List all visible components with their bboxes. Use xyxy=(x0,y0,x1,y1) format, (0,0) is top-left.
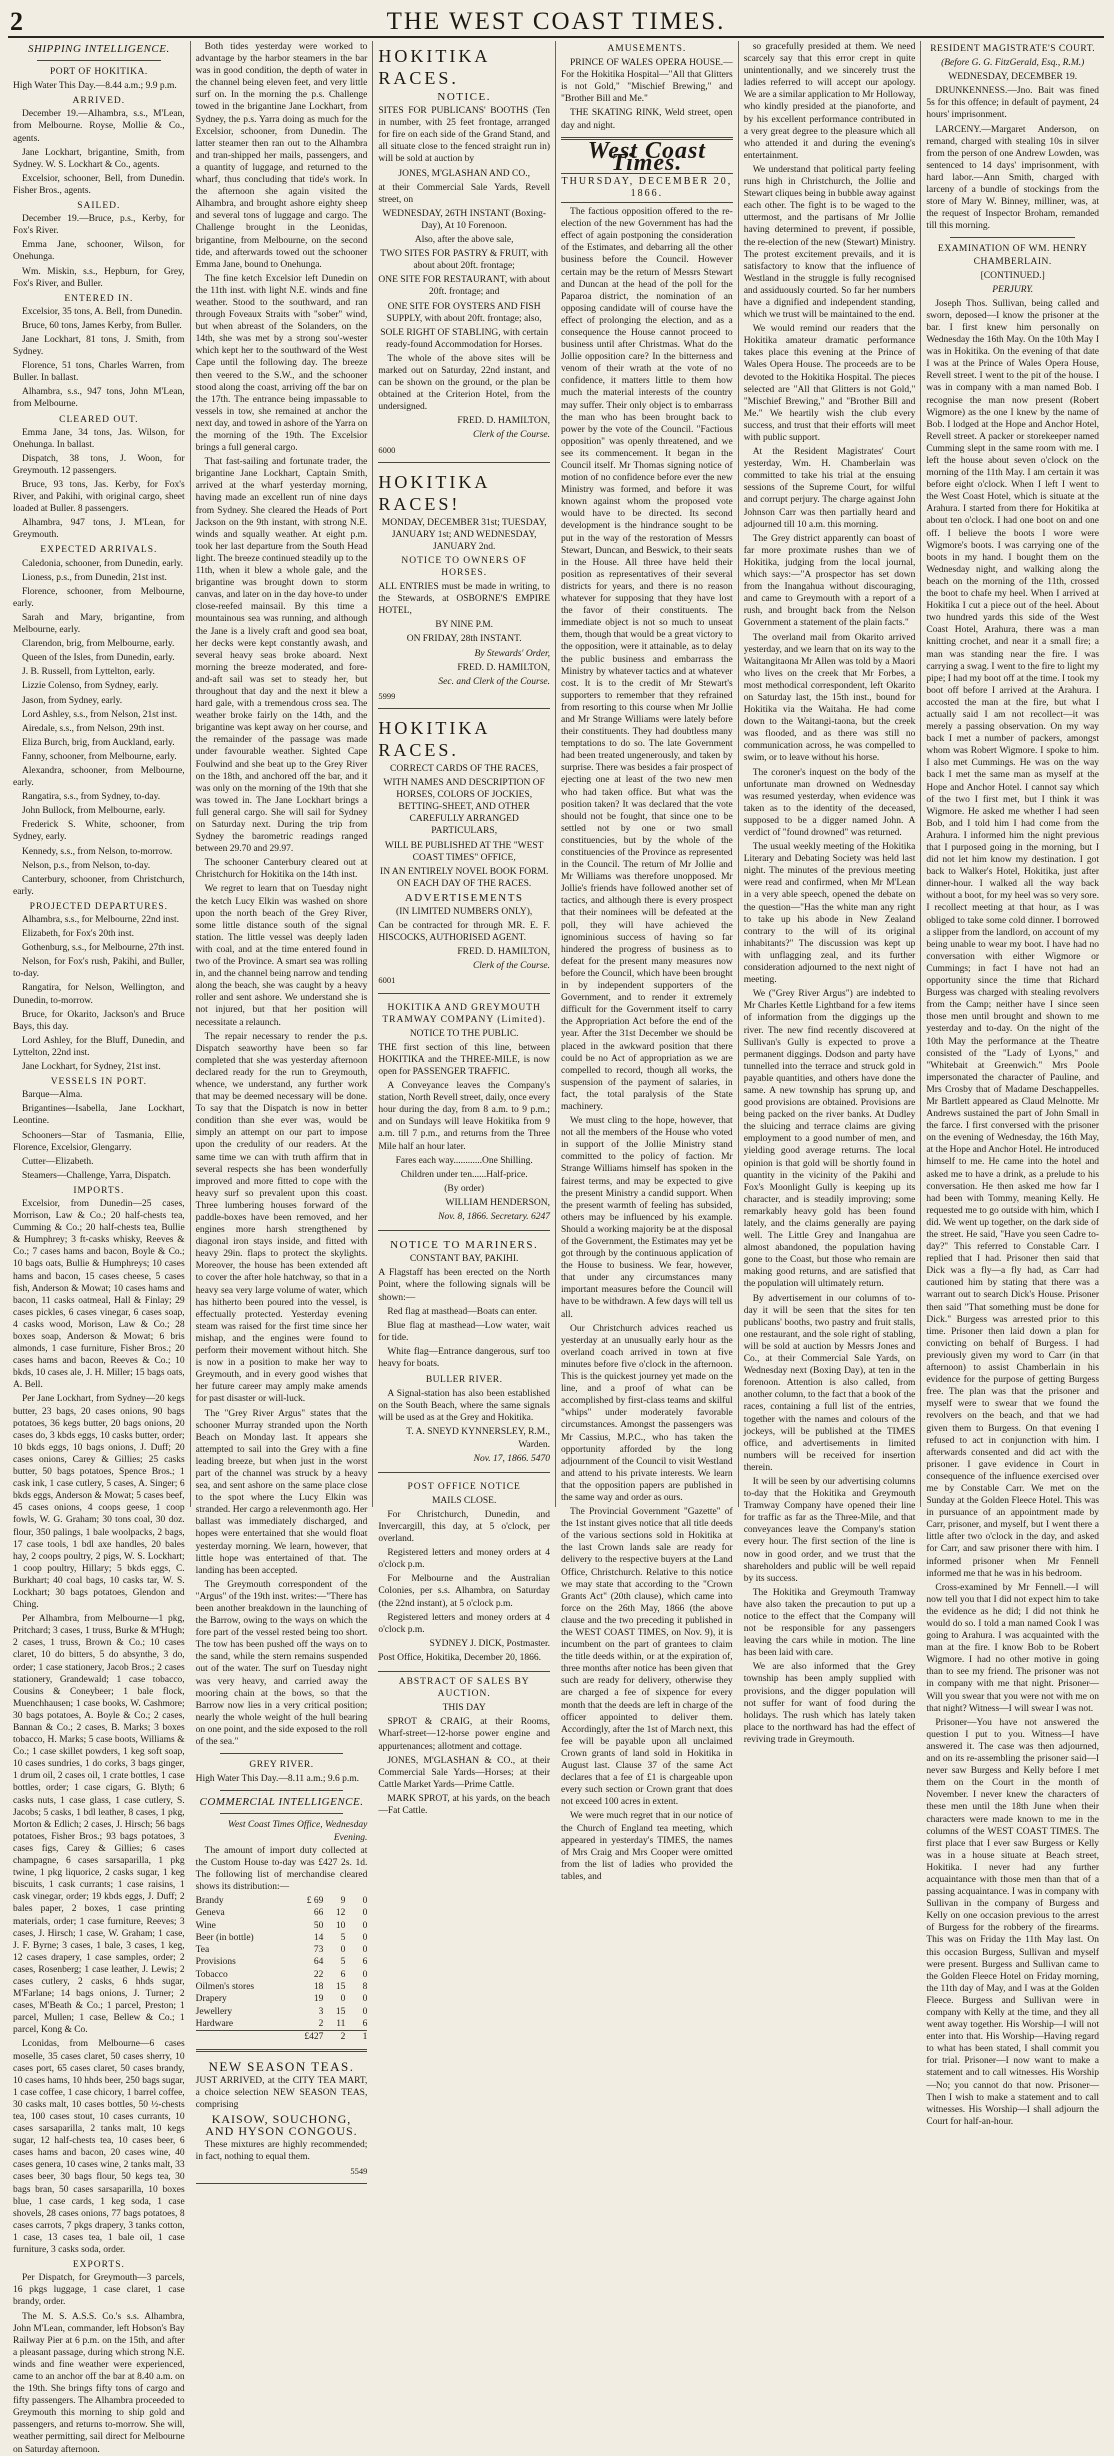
projected-heading: PROJECTED DEPARTURES. xyxy=(29,901,168,912)
amusements-heading: AMUSEMENTS. xyxy=(607,44,687,54)
shipping-news-paragraph-item: The Greymouth correspondent of the "Argus" of the 19th inst. writes:—"There has been another breakdown in the launching of the Barrow, owing to the ways on which the fore part of the vessel rested being too short. The tow has been pushed off the ways on to the sand, while the stern remains suspended out of the water. The surf on Tuesday night was very heavy, and carried away the mooring chain at the bows, so that the Barrow now lies in a very critical position; nearly the whole weight of the hull bearing on one point, and the side exposed to the roll of the sea." xyxy=(195,1579,368,1748)
abstract-body-item: MARK SPROT, at his yards, on the beach—Fat Cattle. xyxy=(378,1793,551,1816)
expected-list-item: J. B. Russell, from Lyttelton, early. xyxy=(22,667,155,678)
duty-row xyxy=(196,2018,368,2031)
abstract-sub: THIS DAY xyxy=(442,1703,486,1714)
entered-list-item: Bruce, 60 tons, James Kerby, from Buller. xyxy=(22,320,182,331)
column-editorial xyxy=(556,41,739,1882)
duty-item: Beer (in bottle) xyxy=(195,1932,254,1943)
expected-list-item: Lizzie Colenso, from Sydney, early. xyxy=(22,681,159,692)
post-date: Post Office, Hokitika, December 20, 1866. xyxy=(378,1652,541,1663)
duty-row xyxy=(196,1920,368,1932)
tram-sign-role: Nov. 8, 1866. Secretary. 6247 xyxy=(438,1212,551,1223)
local-news-paragraph-item: By advertisement in our columns of to-day it will be seen that the sites for ten publicans' booths, two pastry and fruit stalls, one restaurant, and the sole right of stabling, will be sold at auction by Messrs Jones and Co., at their Commercial Sale Yards, on Wednesday next (Boxing Day), at ten in the forenoon. Attention is also called, from another column, to the fact that a book of the races, containing a full list of the entries, together with the names and colours of the jockeys, will be published at the TIMES office, and advertisements in limited numbers will be received for insertion therein. xyxy=(743,1293,916,1473)
amusements-body-item: PRINCE OF WALES OPERA HOUSE.—For the Hokitika Hospital—"All that Glitters is not Gold," "Mischief Brewing," and "Brother Bill and Me." xyxy=(561,58,733,105)
post-body-item: Registered letters and money orders at 4 o'clock p.m. xyxy=(378,1548,551,1571)
cleared-heading: CLEARED OUT. xyxy=(59,414,139,425)
owners-order: By Stewards' Order, xyxy=(474,648,551,659)
court-date: WEDNESDAY, DECEMBER 19. xyxy=(948,72,1078,83)
expected-list-item: Airedale, s.s., from Nelson, 29th inst. xyxy=(22,723,165,734)
sailed-list-item: December 19.—Bruce, p.s., Kerby, for Fox's River. xyxy=(13,214,185,237)
races-title: HOKITIKA RACES. xyxy=(378,46,491,88)
post-sub: MAILS CLOSE. xyxy=(431,1495,497,1506)
duty-d: 0 xyxy=(362,1969,368,1980)
sign1-role: Clerk of the Course. xyxy=(472,430,551,441)
masthead: West Coast Times. xyxy=(587,137,706,176)
expected-heading: EXPECTED ARRIVALS. xyxy=(40,545,158,556)
duty-item: Tobacco xyxy=(195,1969,228,1980)
tea-advert xyxy=(196,2057,368,2185)
mariners-signal-item: White flag—Entrance dangerous, surf too heavy for boats. xyxy=(378,1346,551,1369)
duty-row xyxy=(196,2006,368,2018)
sites-list-item: ONE SITE FOR OYSTERS AND FISH SUPPLY, with about 20ft. frontage; also, xyxy=(386,301,542,324)
exam-paragraph-item: Prisoner—You have not answered the question I put to you. Witness—I have answered it. The case was then adjourned, and on its re-assembling the prisoner said—I never saw Burgess and Kelly before I met them on the Court in the month of November. I never knew the characters of these men until the 18th June when their characters were made known to me in the columns of the WEST COAST TIMES. The first place that I ever saw Burgess or Kelly was in a house situate at Beach street, Hokitika. I never had any further acquaintance with those men than that of a passing acquaintance. I was in company with Sullivan in the company of Burgess and Kelly on one occasion previous to the arrest of Burgess for the robbery of the firearms. This was on Friday the 11th May last. On this occasion Burgess, Sullivan and myself were present. Burgess and Sullivan came to the Golden Fleece Hotel on Friday morning, the 11th day of May, and I was at the Golden Fleece. Burgess and Sullivan were in company with Kelly at the time, and they all went away together. His Worship—I will not enter into that. His Worship—Having regard to what has been stated, I shall commit you for trial. Prisoner—I now want to make a statement and to call witnesses. His Worship—No; you cannot do that now. Prisoner—Then I wish to make a statement and to call witnesses. His Worship—I shall adjourn the Court for half-an-hour. xyxy=(926,1717,1100,2127)
projected-list-item: Jane Lockhart, for Sydney, 21st inst. xyxy=(22,1062,161,1073)
column-shipping-news xyxy=(191,41,374,2177)
also-line: Also, after the above sale, xyxy=(414,235,514,246)
duty-item: Provisions xyxy=(195,1957,236,1968)
abstract-body-item: JONES, M'GLASHAN & CO., at their Commercial Sale Yards—Horses; at their Cattle Market Yards—Prime Cattle. xyxy=(378,1755,551,1790)
duty-d: 6 xyxy=(362,1957,368,1968)
entered-list-item: Alhambra, s.s., 947 tons, John M'Lean, from Melbourne. xyxy=(13,387,185,410)
vessels-list-item: Brigantines—Isabella, Jane Lockhart, Leontine. xyxy=(13,1104,185,1127)
cards-body: WITH NAMES AND DESCRIPTION OF HORSES, COLORS OF JOCKIES, BETTING-SHEET, AND OTHER CAREFULLY ARRANGED PARTICULARS, xyxy=(383,778,545,837)
tram-notice: NOTICE TO THE PUBLIC. xyxy=(409,1028,519,1039)
projected-list-item: Rangatira, for Nelson, Wellington, and Dunedin, to-morrow. xyxy=(13,983,185,1006)
projected-list-item: Elizabeth, for Fox's 20th inst. xyxy=(22,929,135,940)
duty-row xyxy=(196,1993,368,2005)
mariners-advert xyxy=(378,1235,550,1473)
sign1: FRED. D. HAMILTON, xyxy=(457,416,551,427)
tea-code: 5549 xyxy=(350,2166,368,2177)
commercial-intro: The amount of import duty collected at the Custom House to-day was £427 2s. 1d. The following list of merchandise cleared shows its distribution:— xyxy=(195,1845,368,1892)
duty-s: 9 xyxy=(340,1895,346,1906)
sailed-list-item: Wm. Miskin, s.s., Hepburn, for Grey, Fox's River, and Buller. xyxy=(13,266,185,289)
races-entries-advert xyxy=(378,467,550,709)
editorial-paragraphs xyxy=(561,206,733,1883)
expected-list-item: Lord Ashley, s.s., from Nelson, 21st inst. xyxy=(22,709,178,720)
amusements-body xyxy=(561,57,733,132)
shipping-news-paragraph-item: The repair necessary to render the p.s. Dispatch seaworthy have been so far completed that she was yesterday afternoon declared ready for the run to Greymouth, whence, we understand, any further work that may be deemed necessary will be done. To say that the Dispatch is now in better condition than she ever was, would be simply an attempt on our part to impose upon the credulity of our readers. At the same time we can with truth affirm that in several respects she has been wonderfully improved and more fitted to cope with the heavy surf so prevalent upon this coast. Three lumbering houses forward of the paddle-boxes have been removed, and her engines more harsh strengthened by diagonal iron stays inside, and fitted with heavy 29in. flaps to protect the skylights. Moreover, the house has been extended aft to cover the after hole hatchway, so that in a heavy sea very large volume of water, which has hitherto been poured into the vessel, is effectually protected. Yesterday evening steam was raised for the first time since her mishap, and the engines were found to perform their movement without hitch. She is now in a position to make her way to Greymouth, and in every good wishes that her future career may amply make amends for past disaster or will-luck. xyxy=(195,1031,368,1405)
shipping-news-paragraph-item: We regret to learn that on Tuesday night the ketch Lucy Elkin was washed on shore upon the north beach of the Grey River, some little distance south of the signal station. The little vessel was deeply laden with coal, and at the time entered found in two of the Province. A smart sea was rolling in, and the channel being narrow and tending along the beach, she was caught by a heavy roller and sent ashore. We understand she is not injured, but that her position will necessitate a relaunch. xyxy=(195,884,368,1028)
duty-s: 15 xyxy=(335,1982,346,1993)
imports-heading: IMPORTS. xyxy=(73,1185,125,1196)
duty-item: Hardware xyxy=(195,2018,234,2029)
duty-row xyxy=(196,1981,368,1993)
exports-list-item: Per Dispatch, for Greymouth—3 parcels, 16 pkgs luggage, 1 case claret, 1 case brandy, order. xyxy=(13,2273,185,2308)
duty-d: 8 xyxy=(362,1982,368,1993)
editorial-paragraph-item: The factious opposition offered to the re-election of the new Government has had the effect of again postponing the consideration of the Estimates, and debarring all the other business before the Council. However certain may be the return of Messrs Stewart and Duncan at the head of the poll for the Paparoa district, the nomination of an opposing candidate will of course have the effect of prolonging the election, and as a consequence the House cannot proceed to business until after Christmas. What do the Jollie opposition care? In the bitterness and venom of their wrath at the vote of no confidence, it matters little to them how much the material interests of the country may suffer. Their only object is to embarrass the man who has been brought back to power by the vote of the Council. "Factious opposition" was openly threatened, and we see its commencement. It began in the Council itself. Mr Thomas signing notice of motion of no confidence before ever the new Ministry was formed, and before it was known against whom the proposed vote would have to be directed. Its second development is the hindrance sought to be put in the way of the restoration of Messrs Stewart, Duncan, and Beswick, to their seats in the House. All three have held their position as representatives of their several districts for years, and there is no reason whatever for supposing that they have lost the favor of their constituents. The immediate object is not so much to unseat them, though that would be a great victory to the opposition, were it attainable, as to delay the public business and embarrass the Ministry by whatever tactics and at whatever cost. It is to the credit of Mr Stewart's supporters to remember that they refrained from resorting to this course when Mr Jollie and Mr Strange Williams were lately before their constituents. They had doubtless many temptations to do so. The late Government had been treated ungenerously, and taken by surprise. There was besides a fair prospect of ejecting one at least of the two new men who had taken office. But what was the position taken? It was declared that the vote should not be fought, that since one to be settled not by one or two small constituencies, but by the whole of the constituencies of the Province as represented in the Council. The return of Mr Jollie and Mr Williams was therefore unopposed. Mr Jollie's friends have followed another set of tactics, and although there is every prospect that their nominees will be defeated at the poll, they will have achieved the ignominious success of having so far hindered the progress of business as to defeat for the present many measures now before the Council, which have been brought in by independent supporters of the Government, and to render it extremely difficult for the Government itself to carry the Appropriation Act before the end of the year. After the 31st December we should be placed in the awkward position that there could be no Act of appropriation as we are compelled to record, though all works, the suspension of the payment of salaries, in fact, the total paralysis of the State machinery. xyxy=(561,207,733,1112)
exam-paragraphs xyxy=(926,298,1099,2128)
owners-heading: NOTICE TO OWNERS OF HORSES. xyxy=(401,555,527,578)
tea-close: These mixtures are highly recommended; in fact, nothing to equal them. xyxy=(195,2140,368,2163)
court-paragraph-item: LARCENY.—Margaret Anderson, on remand, charged with stealing 10s in silver from the person of one Andrew Lowden, was sentenced to 14 days' imprisonment, with hard labor.—Ann Smith, charged with larceny of a bundle of stockings from the store of Mary W. Binney, milliner, was, at the request of Inspector Broham, remanded till this morning. xyxy=(926,124,1100,232)
court-paragraphs xyxy=(926,85,1099,232)
code3: 6001 xyxy=(378,975,396,986)
duty-item: Brandy xyxy=(195,1895,224,1906)
mariners-body: A Flagstaff has been erected on the North Point, where the following signals will be shown:— xyxy=(378,1268,551,1303)
duty-item: Drapery xyxy=(195,1994,227,2005)
grey-river-tide: High Water This Day.—8.11 a.m.; 9.6 p.m. xyxy=(195,1774,360,1785)
entered-list-item: Jane Lockhart, 81 tons, J. Smith, from Sydney. xyxy=(13,334,185,358)
sailed-list xyxy=(13,213,185,290)
expected-list xyxy=(13,558,185,898)
local-news-paragraph-item: We understand that political party feeling runs high in Christchurch, the Jollie and Stewart cliques being in bubble away against each other. The fight is to be waged to the uttermost, and the partisans of Mr Jollie having determined to prevent, if possible, the re-election of the new (Stewart) Ministry. The protest excitement prevails, and it is satisfactory to know that the influence of Westland in the struggle is fully recognised and assiduously courted. So far her numbers have a dignified and independent standing, which we trust will be maintained to the end. xyxy=(743,164,916,321)
sailed-heading: SAILED. xyxy=(77,201,121,212)
newspaper-title: THE WEST COAST TIMES. xyxy=(386,8,726,35)
buller-heading: BULLER RIVER. xyxy=(425,1375,503,1386)
duty-s: 5 xyxy=(340,1932,346,1943)
projected-list-item: Bruce, for Okarito, Jackson's and Bruce Bays, this day. xyxy=(13,1009,185,1032)
post-body xyxy=(378,1509,550,1636)
sign3-role: Clerk of the Course. xyxy=(472,961,551,972)
cards-publish: WILL BE PUBLISHED AT THE "WEST COAST TIMES" OFFICE, xyxy=(384,840,544,863)
expected-list-item: Canterbury, schooner, from Christchurch, early. xyxy=(13,874,185,897)
mariners-signals xyxy=(378,1306,550,1370)
duty-row xyxy=(196,1932,368,1944)
sign2: FRED. D. HAMILTON, xyxy=(457,662,551,673)
projected-list-item: Lord Ashley, for the Bluff, Dunedin, and Lyttelton, 22nd inst. xyxy=(13,1035,185,1058)
code2: 5999 xyxy=(378,690,396,701)
duty-s: 0 xyxy=(340,1994,346,2005)
expected-list-item: Florence, schooner, from Melbourne, early. xyxy=(13,586,185,609)
editorial-paragraph-item: We were much regret that in our notice of the Church of England tea meeting, which appeared in yesterday's TIMES, the names of Mrs Craig and Mrs Cooper were omitted from the list of ladies who provided the tables, and xyxy=(561,1811,733,1882)
duty-s: 0 xyxy=(340,1945,346,1956)
local-news-paragraph-item: The coroner's inquest on the body of the unfortunate man drowned on Wednesday was resumed yesterday, when evidence was taken as to the identity of the deceased, supposed to be a digger named John. A verdict of "found drowned" was returned. xyxy=(743,767,916,838)
exports-list xyxy=(13,2272,185,2308)
duty-l: 66 xyxy=(313,1908,324,1919)
entered-list-item: Excelsior, 35 tons, A. Bell, from Dunedin. xyxy=(22,306,183,317)
imports-list-item: Excelsior, from Dunedin—25 cases, Morrison, Law & Co.; 20 half-chests tea, Cumming & Co.; 20 half-chests tea, Bullie & Humphrey; 3 ft-casks whisky, Reeves & Co.; 7 cases hams and bacon, Boyle & Co.; 10 bags oats, Bullie & Humphreys; 10 cases hams and bacon, 15 cases cheese, 5 cases fish, Anderson & Mowat; 10 cases hams and bacon, 11 casks oatmeal, Hall & Finlay; 29 cases pickles, 6 cases vinegar, 6 cases soap, 4 casks wood, Morison, Law & Co.; 28 boxes soap, Anderson & Mowat; 6 bris almonds, 1 case furniture, Fisher Bros.; 20 cases hams and bacon, Reeves & Co.; 10 bkds, 10 cases ale, J. H. Miller; 15 bags oats, A. Bell. xyxy=(13,1198,185,1391)
tram-order: (By order) xyxy=(444,1183,485,1194)
buller-sign: T. A. SNEYD KYNNERSLEY, R.M., Warden. xyxy=(406,1427,551,1450)
cleared-list-item: Alhambra, 947 tons, J. M'Lean, for Greymouth. xyxy=(13,518,185,541)
tram-body2: A Conveyance leaves the Company's station, North Revell street, daily, once every hour during the day, from 8 a.m. to 9 p.m.; and on Sundays will leave Hokitika from 9 a.m. till 7 p.m., and returns from the Three Mile half an hour later. xyxy=(378,1081,551,1152)
owners-body: ALL ENTRIES must be made in writing, to the Stewards, at OSBORNE'S EMPIRE HOTEL, xyxy=(378,582,551,617)
editorial-paragraph-item: The Provincial Government "Gazette" of the 1st instant gives notice that all title deeds of the various sections sold in Hokitika at the last Crown lands sale are ready for delivery to the respective buyers at the Land Office, Christchurch. Relative to this notice we may state that according to the "Crown Grants Act" (20th clause), which came into force on the 26th May, 1866 (the above clause and the two preceding it published in the WEST COAST TIMES, on Nov. 9), it is incumbent on the part of grantees to claim the title deeds within, or at the expiration of, three months after notice has been given that such are ready for delivery, otherwise they are charged a fee of sixpence for every month that the deeds are left in charge of the officer appointed to deliver them. Accordingly, after the 1st of March next, this fee will be payable upon all unclaimed Crown grants of land sold in Hokitika in August last. Clause 37 of the same Act declares that a fee of £1 is chargeable upon every such section or Crown grant that does not exceed 100 acres in extent. xyxy=(561,1507,733,1808)
duty-s: 12 xyxy=(335,1908,346,1919)
duty-item: Wine xyxy=(195,1920,216,1931)
local-news-paragraph-item: At the Resident Magistrates' Court yesterday, Wm. H. Chamberlain was committed to take his trial at the ensuing sessions of the Supreme Court, for wilful and corrupt perjury. The charge against John Johnson Carr was then partially heard and adjourned till 10 a.m. this morning. xyxy=(743,447,916,530)
duty-item: Tea xyxy=(195,1945,210,1956)
tea-kinds: KAISOW, SOUCHONG, AND HYSON CONGOUS. xyxy=(205,2111,358,2138)
expected-list-item: Caledonia, schooner, from Dunedin, early. xyxy=(22,558,183,569)
races3-title: HOKITIKA RACES. xyxy=(378,717,491,760)
court-heading: RESIDENT MAGISTRATE'S COURT. xyxy=(930,44,1096,54)
issue-date: THURSDAY, DECEMBER 20, 1866. xyxy=(561,173,733,203)
duty-l: 50 xyxy=(313,1920,324,1931)
duty-l: 22 xyxy=(313,1969,324,1980)
sites-list-item: ONE SITE FOR RESTAURANT, with about 20ft. frontage; and xyxy=(378,275,550,298)
port-heading: PORT OF HOKITIKA. xyxy=(49,67,148,78)
expected-list-item: Sarah and Mary, brigantine, from Melbourne, early. xyxy=(13,612,185,636)
duty-d: 0 xyxy=(362,1908,368,1919)
alhambra-report: The M. S. A.S.S. Co.'s s.s. Alhambra, John M'Lean, commander, left Hobson's Bay Railway Pier at 6 p.m. on the 15th, and after a pleasant passage, during which strong N.E. winds and fine weather were experienced, came to an anchor off the bar at 8.40 a.m. on the 19th. She brings fifty tons of cargo and fifty passengers. The Alhambra proceeded to Greymouth this morning to ship gold and passengers, and returns to-morrow. She will, weather permitting, sail direct for Melbourne on Saturday afternoon. xyxy=(13,2311,185,2455)
amusements-body-item: THE SKATING RINK, Weld street, open day and night. xyxy=(561,108,733,131)
sign2-role: Sec. and Clerk of the Course. xyxy=(438,676,551,687)
mariners-sub: CONSTANT BAY, PAKIHI. xyxy=(409,1254,519,1265)
grey-river-heading: GREY RIVER. xyxy=(249,1760,314,1771)
column-local-news xyxy=(739,41,922,1745)
local-news-paragraph-item: The usual weekly meeting of the Hokitika Literary and Debating Society was held last night. The minutes of the previous meeting were read and confirmed, when Mr M'Lean in a very able speech, opened the debate on the question—"Has the white man any right to take up his abode in New Zealand contrary to the will of its original inhabitants?" The discussion was kept up with unflagging zeal, and its further consideration adjourned to the next night of meeting. xyxy=(743,842,916,986)
sites-list-item: TWO SITES FOR PASTRY & FRUIT, with about about 20ft. frontage; xyxy=(380,249,549,272)
local-news-paragraph-item: We are also informed that the Grey township has been amply supplied with provisions, and the digger population will not suffer for want of food during the holidays. The rush which has lately taken place to the northward has had the effect of reviving trade in Greymouth. xyxy=(743,1662,916,1745)
arrived-list xyxy=(13,108,185,197)
court-sub: (Before G. G. FitzGerald, Esq., R.M.) xyxy=(941,58,1085,69)
expected-list-item: Fanny, schooner, from Melbourne, early. xyxy=(22,751,177,762)
duty-d: 0 xyxy=(362,1994,368,2005)
duty-d: 6 xyxy=(362,2018,368,2029)
expected-list-item: Clarendon, brig, from Melbourne, early. xyxy=(22,639,175,650)
expected-list-item: Alexandra, schooner, from Melbourne, early. xyxy=(13,765,185,789)
duty-item: Oilmen's stores xyxy=(195,1982,255,1993)
duty-row xyxy=(196,1969,368,1981)
imports-list-item: Per Jane Lockhart, from Sydney—20 kegs butter, 23 bags, 20 cases onions, 90 bags potatoes, 36 kegs butter, 20 bags onions, 20 cases do, 3 kbds eggs, 10 casks butter, order; 10 bkds eggs, 10 bags onions, J. Duff; 20 cases onions, Carey & Gillies; 25 casks butter, 50 bags potatoes, Spence Bros.; 1 cask ink, 1 case cutlery, 5 cases, A. Singer; 6 bkds eggs, Anderson & Mowat; 5 cases beef, 45 cases onions, 4 coops geese, 1 coop fowls, W. G. Graham; 30 tons coal, 30 doz. flour, 350 palings, 1 bale woolpacks, 2 bags, 17 case tools, 1 bdl axe handles, 20 bales hay, 2 coops poultry, 2 pigs, W. S. Lockhart; 1 coop poultry, Hillary; 5 bkds eggs, C. Burkhart; 40 coal bags, 10 casks tar, W. S. Lockhart; 30 bags potatoes, Glendon and Ching. xyxy=(13,1394,185,1611)
shipping-news-paragraph-item: Both tides yesterday were worked to advantage by the harbor steamers in the bar was in good condition, the depth of water in the channel being eleven feet, and very little surf on. In the morning the p.s. Challenge towed in the brigantine Jane Lockhart, from Sydney, the p.s. Yarra doing as much for the Excelsior, schooner, from Dunedin. The latter steamer then ran out to the Alhambra and tran-shipped her mails, passengers, and a quantity of luggage, and returned to the wharf, thus concluding that tide's work. In the afternoon she again visited the Alhambra, and brought ashore eighty sheep and several tons of luggage and cargo. The Challenge brought in the Leonidas, brigantine, from Melbourne, on the second tide, and afterwards towed out the schooner Emma Jane, bound to Onehunga. xyxy=(195,42,368,270)
exam-paragraph-item: Joseph Thos. Sullivan, being called and sworn, deposed—I know the prisoner at the bar. I first knew him personally on Wednesday the 16th May. On the 10th May I was in Hokitika. On the evening of that date I was at the Prince of Wales Opera House, Revell street. I went to the pit of the house. I was in company with a man named Bob. I recognise the man now present (Robert Wigmore) as the one I knew by the name of Bob. I lodged at the Hope and Anchor Hotel, Revell street. A packer or storekeeper named Cumming slept in the same room with me. I left the house about seven o'clock on the morning of the 11th May. I am certain it was before eight o'clock. When I left I went to the West Coast Hotel, which is situate at the Arahura. I started from there for Hokitika at about ten o'clock. I had one boot on and one off. I believe the boots I wore were Wigmore's boots. I was carrying one of the boots in my hand. I bought them on the Wednesday night, and walking along the beach on the morning of the 11th, crossed the boot to chafe my heel. When I arrived at Hokitika I cut a piece out of the heel. About two hundred yards this side of the West Coast Hotel, Arahura, there was a man knitting crochet, and near it a small fire; a man was standing near the fire. I was carrying a swag. I went to the fire to light my pipe; I had my boot off at the time. I took my boot off before I arrived at the Arahura. I accosted the man at the fire, but what I actually said I am not recollect—it was merely a passing observation. On my way back I met a number of packers, amongst whom was Robert Wigmore. I spoke to him. I also met Cummings. He was on the way back I met the same man as myself at the Hope and Anchor Hotel. I cannot say which of the two I first met, but I think it was Wigmore. He asked me whether I had seen Bob, and I told him I had come from the Arahura. I informed him the night previous that I purposed going in the morning, but I did not let him know my destination. I got back to Walker's Hotel, Hokitika, just after dinner-hour. I walked all the way back without a boot, for my heel was so very sore. I recollect meeting at that hour, as I was obliged to take some cold dinner. I borrowed a slipper from the landlord, on account of my being unable to wear my boot. I have had no conversation with either Wigmore or Cummings; in fact I have not had an opportunity since the time that Richard Burgess was charged with stealing revolvers from the Camp; neither have I since seen those men until brought and shown to me yesterday and to-day. On the night of the 10th May the performance at the Theatre consisted of the "Lady of Lyons," and "Whitebait at Greenwich." Mrs Poole impersonated the character of Pauline, and Mrs Crosby that of Madame Deschappelles. Mr Bartlett appeared as Claud Melnotte. Mr Andrews sustained the part of John Small in the farce. I first conversed with the prisoner on the evening of Wednesday, the 16th May, at the Hope and Anchor Hotel. He introduced himself to me. He came into the hotel and asked me to have a drink, as a prelude to his conversation. He then asked me how far I had been with Tommy, meaning Kelly. He requested me to go outside with him, which I did. We went up together, on the dark side of the street. He said, "Have you seen Cadre to-day?" This referred to Constable Carr. I replied that I had. Prisoner then said that Dick was a fly—a fly had, as Carr had cautioned him by stating that there was a warrant out to search Dick's House. Prisoner then said "That something must be done for Dick." Burgess was arrested prior to this time. Prisoner then laid down a plan for convicting on behalf of Burgess. I had previously given my word to Carr (in that afternoon) to assist Chamberlain in his evidence for the purpose of getting Burgess free. The plan was that the prisoner and myself were to swear that we found the revolvers on the beach, and that we had given them to Burgess. On that evening I refused to act in conjunction with him. I afterwards consented and did act with the prisoner. I gave evidence in Court in consequence of the influence exercised over me by Constable Carr. We met on the Sunday at the Golden Fleece Hotel. This was in pursuance of an appointment made by Carr, prisoner, and myself, but I went there a little after two o'clock in the day, and asked for Carr, and saw prisoner there with him. I informed prisoner when Mr Fennell informed me that he was in his bedroom. xyxy=(926,298,1100,1579)
projected-list-item: Gothenburg, s.s., for Melbourne, 27th inst. xyxy=(22,943,185,954)
imports-list-item: Per Alhambra, from Melbourne—1 pkg, Pritchard; 3 cases, 1 truss, Burke & M'Hugh; 2 cases, 1 truss, Brown & Co.; 10 cases claret, 10 do bitters, 5 do absynthe, 3 do, order; 1 case stationery, Jacob Bros.; 2 cases stationery, Grandewald; 1 case tobacco, Cousins & Coneybeer; 1 bale flock, Muenchhausen; 1 case books, W. Cashmore; 30 bags potatoes, A. Boyle & Co.; 2 cases, Bannan & Co.; 2 cases, B. Marks; 3 boxes tobacco, H. Marks; 5 case boots, Williams & Co.; 1 case skillet powders, 1 keg soft soap, 10 cases sundries, 1 do corks, 3 bags ginger, 1 drum oil, 2 cases oil, 1 crate bottles, 1 case bottles, order; 1 case cigars, G. Blyth; 6 casks nuts, 1 case glass, 1 case cutlery, S. Jacobs; 5 casks, 1 bdl leather, 8 cases, 1 pkg, Morton & Edlich; 2 cases, J. Hirsch; 56 bags potatoes, Fisher Bros.; 93 bags potatoes, 3 cases figs, Carey & Gillies; 6 cases champagne, 6 cases sarsaparilla, 1 pkg twine, 1 pkg liquorice, 2 casks sugar, 1 keg biscuits, 1 cask currants; 1 case raisins, 1 cask vinegar, order; 19 kbds eggs, J. Duff; 2 bales paper, 2 boxes, 1 case printing materials, order; 1 case furniture, Reeves; 3 cases, J. Hirsch; 1 case, W. Graham; 1 case, J. F. Byrne; 3 cases, 1 bale, 3 cases, 1 keg, 12 cases drapery, 1 case samples, order; 2 cases, Rosenberg; 1 case leather, J. Lewis; 2 cases cutlery, 2 casks, 6 hhds sugar, M'Farlane; 14 bags onions, J. Turner; 2 cases, M'Beath & Co.; 1 parcel, Preston; 1 parcel, Mullen; 1 case, Bellew & Co.; 1 parcel, Kong & Co. xyxy=(13,1614,185,2036)
arrived-list-item: Excelsior, schooner, Bell, from Dunedin. Fisher Bros., agents. xyxy=(13,173,185,196)
shipping-news-paragraph-item: The "Grey River Argus" states that the schooner Murray stranded upon the North Beach on Monday last. It appears she attempted to sail into the Grey with a fine leading breeze, but when just in the worst part of the channel was struck by a heavy sea, and sent ashore on the same place close to the spot where the Lucy Elkin was stranded. Her cargo a relevenmonth ago. Her ballast was immediately discharged, and hopes were entertained that she would float yesterday morning. We learn, however, that little hope was entertained of that. The landing has been accepted. xyxy=(195,1408,368,1576)
imports-list xyxy=(13,1198,185,2256)
tram-sign: WILLIAM HENDERSON, xyxy=(445,1197,551,1208)
auction-place: at their Commercial Sale Yards, Revell street, on xyxy=(378,182,551,205)
duty-s: 11 xyxy=(336,2018,346,2029)
expected-list-item: Frederick S. White, schooner, from Sydney, early. xyxy=(13,820,185,843)
expected-list-item: Lioness, p.s., from Dunedin, 21st inst. xyxy=(22,572,167,583)
arrived-list-item: December 19.—Alhambra, s.s., M'Lean, from Melbourne. Royse, Mollie & Co., agents. xyxy=(13,109,185,144)
expected-list-item: Kennedy, s.s., from Nelson, to-morrow. xyxy=(22,846,173,857)
race-cards-advert xyxy=(378,713,550,994)
duty-l: 2 xyxy=(318,2018,324,2029)
duty-l: 19 xyxy=(313,1994,324,2005)
shipping-news-paragraph-item: The schooner Canterbury cleared out at Christchurch for Hokitika on the 14th inst. xyxy=(195,858,368,881)
duty-l: £ 69 xyxy=(306,1895,324,1906)
cleared-list-item: Emma Jane, 34 tons, Jas. Wilson, for Onehunga. In ballast. xyxy=(13,427,185,450)
vessels-list-item: Barque—Alma. xyxy=(22,1090,83,1101)
exam-sub: [CONTINUED.] xyxy=(980,270,1045,281)
post-office-advert xyxy=(378,1477,550,1672)
sites-close: The whole of the above sites will be marked out on Saturday, 22nd instant, and can be shown on the ground, or the plan be obtained at the Criterion Hotel, from the undersigned. xyxy=(378,353,551,413)
duty-row xyxy=(196,1907,368,1919)
duty-d: 0 xyxy=(362,1932,368,1943)
projected-list-item: Alhambra, s.s., for Melbourne, 22nd inst. xyxy=(22,915,179,925)
expected-list-item: Jason, from Sydney, early. xyxy=(22,695,123,706)
duty-item: Geneva xyxy=(195,1908,225,1919)
court-paragraph-item: DRUNKENNESS.—Jno. Bait was fined 5s for this offence; in default of payment, 24 hours' imprisonment. xyxy=(926,86,1100,121)
duty-total-row xyxy=(196,2031,368,2044)
local-news-paragraph-item: We ("Grey River Argus") are indebted to Mr Charles Kettle Lightband for a few items of information from the diggings up the river. The new find recently discovered at Sullivan's Gully is expected to prove a permanent diggings. Dodson and party have tunnelled into the terrace and struck gold in payable quantities, and others have done the same. A new township has sprung up, and good provisions are obtained. Provisions are being packed on the river banks. At Dudley the sluicing and terrace claims are giving employment to a good number of men, and yielding good average returns. The local opinion is that gold will be shortly found in quantity in the vicinity of the Pakihi and Fox's Moonlight Gully is keeping up its character, and is steadily improving; some remarkably heavy gold has been found lately, and the claims generally are paying well. The Little Grey and Inangahua are almost abandoned, the population having gone to the Coast, but those who remain are making good returns, and are satisfied that the population will ultimately return. xyxy=(743,989,916,1290)
sites-intro: SITES FOR PUBLICANS' BOOTHS (Ten in number, with 25 feet frontage, arranged for fire on each side of the Grand Stand, and all situate close to the fenced straight run in) will be sold at auction by xyxy=(378,106,551,165)
exam-heading: EXAMINATION OF WM. HENRY CHAMBERLAIN. xyxy=(937,244,1088,267)
cleared-list xyxy=(13,427,185,542)
vessels-list-item: Steamers—Challenge, Yarra, Dispatch. xyxy=(22,1170,171,1181)
shipping-news-paragraphs xyxy=(196,41,368,1748)
arrived-list-item: Jane Lockhart, brigantine, Smith, from Sydney. W. S. Lockhart & Co., agents. xyxy=(13,147,185,170)
notice-heading: NOTICE. xyxy=(437,91,491,103)
expected-list-item: John Bullock, from Melbourne, early. xyxy=(22,806,166,817)
page-number: 2 xyxy=(10,7,23,36)
column-shipping xyxy=(8,41,191,2455)
mariners-signal-item: Red flag at masthead—Boats can enter. xyxy=(387,1306,538,1317)
sites-list-item: SOLE RIGHT OF STABLING, with certain ready-found Accommodation for Horses. xyxy=(380,327,549,350)
buller-body: A Signal-station has also been established on the South Beach, where the same signals will be used as at the Grey and Hokitika. xyxy=(378,1389,551,1424)
mariners-heading: NOTICE TO MARINERS. xyxy=(390,1239,539,1252)
tea-heading: NEW SEASON TEAS. xyxy=(208,2058,355,2074)
commercial-heading: COMMERCIAL INTELLIGENCE. xyxy=(199,1796,364,1809)
duty-l: 14 xyxy=(313,1932,324,1943)
buller-date: Nov. 17, 1866. 5470 xyxy=(473,1453,551,1464)
tea-body: JUST ARRIVED, at the CITY TEA MART, a choice selection NEW SEASON TEAS, comprising xyxy=(195,2075,368,2110)
duty-s: 6 xyxy=(340,1969,346,1980)
cleared-list-item: Dispatch, 38 tons, J. Woon, for Greymouth. 12 passengers. xyxy=(13,453,185,476)
post-sign: SYDNEY J. DICK, Postmaster. xyxy=(429,1638,551,1649)
local-news-paragraph-item: The overland mail from Okarito arrived yesterday, and we learn that on its way to the Waitangitaona Mr Allen was told by a Maori who lives on the creek that Mr Forbes, a most methodical correspondent, left Okarito on Saturday last, the 15th inst., bound for Hokitika via the Waitaha. He had come down to the Waitangi-taona, but the creek was flooded, and as there was still no communication across, he was compelled to swim, or to leave without his horse. xyxy=(743,632,916,764)
duty-total-s: 2 xyxy=(323,2031,345,2044)
cards-heading: CORRECT CARDS OF THE RACES, xyxy=(390,763,539,774)
adverts-body: Can be contracted for through MR. E. F. HISCOCKS, AUTHORISED AGENT. xyxy=(378,921,551,944)
duty-total-l: £427 xyxy=(301,2031,323,2044)
auctioneer-name: JONES, M'GLASHAN AND CO., xyxy=(398,168,530,179)
duty-row xyxy=(196,1895,368,1907)
local-news-paragraph-item: The Grey district apparently can boast of far more proximate rushes than we of Hokitika, judging from the local journal, which says:—"A prospector has set down from the Inangahua without discouraging, and came to Greymouth with a report of a rush, and brought back from the Nelson Government a statement of the plain facts." xyxy=(743,533,916,629)
vessels-list xyxy=(13,1089,185,1182)
post-heading: POST OFFICE NOTICE xyxy=(407,1481,521,1492)
duty-l: 3 xyxy=(318,2006,324,2017)
expected-list-item: Queen of the Isles, from Dunedin, early. xyxy=(22,653,175,664)
duty-row xyxy=(196,1944,368,1956)
editorial-paragraph-item: We must cling to the hope, however, that not all the members of the House who voted in support of the Jollie Ministry stand committed to the policy of faction. Mr Strange Williams himself has spoken in the fairest terms, and may be expected to give the present Ministry a candid support. When the present warmth of feeling has subsided, others may be influenced by his example. Should a working majority be at the disposal of the Government, the Estimates may yet be got through by the continuous application of the House to business. We fear, however, that under any circumstances many important measures before the Council will have to be withdrawn. A few days will tell us all. xyxy=(561,1116,733,1320)
duty-l: 18 xyxy=(313,1982,324,1993)
code1: 6000 xyxy=(378,444,396,455)
perjury-heading: PERJURY. xyxy=(992,284,1034,295)
duty-s: 10 xyxy=(335,1920,346,1931)
owners-time: BY NINE P.M. xyxy=(435,620,494,631)
expected-list-item: Rangatira, s.s., from Sydney, to-day. xyxy=(22,792,161,803)
duty-s: 15 xyxy=(335,2006,346,2017)
high-water: High Water This Day.—8.44 a.m.; 9.9 p.m. xyxy=(13,81,177,92)
duty-s: 5 xyxy=(340,1957,346,1968)
tram-body: THE first section of this line, between HOKITIKA and the THREE-MILE, is now open for PASSENGER TRAFFIC. xyxy=(378,1042,551,1077)
races2-title: HOKITIKA RACES! xyxy=(378,471,491,514)
adverts-note: (IN LIMITED NUMBERS ONLY), xyxy=(396,906,533,917)
abstract-body xyxy=(378,1716,550,1817)
entered-list-item: Florence, 51 tons, Charles Warren, from Buller. In ballast. xyxy=(13,361,185,384)
tramway-advert xyxy=(378,998,550,1232)
projected-list-item: Nelson, for Fox's rush, Pakihi, and Buller, to-day. xyxy=(13,957,185,980)
shipping-news-paragraph-item: That fast-sailing and fortunate trader, the brigantine Jane Lockhart, Captain Smith, arrived at the wharf yesterday morning, having made an excellent run of nine days from Sydney. She cleared the Heads of Port Jackson on the 9th instant, with strong N.E. winds and squally weather. At eight p.m. took her last departure from the South Head light. The breeze continued steadily up to the 11th, when it blew a whole gale, and the brigantine was brought down to storm canvas, and later on in the day hove-to under close-reefed mainsail. By this time a mountainous sea was running, and although the Jane is a lively craft and good sea boat, her decks were kept constantly awash, and several heavy seas broke aboard. Next morning the breeze moderated, and fore-and-aft sail was set to steady her, but throughout that day and the next it blew a hard gale, with a tremendous cross sea. The weather broke fairly on the 14th, and the brigantine was kept away on her course, and the remainder of the passage was made under favourable weather. Sighted Cape Foulwind and she beat up to the Grey River on the 18th, and anchored off the bar, and it was only on the morning of the 19th that she was towed in. The Jane Lockhart brings a full general cargo. She will sail for Sydney on Saturday next. During the trip from Sydney the barometric readings ranged between 29.70 and 29.97. xyxy=(195,457,368,855)
tram-heading: HOKITIKA AND GREYMOUTH TRAMWAY COMPANY (Limited). xyxy=(382,1002,547,1025)
cleared-list-item: Bruce, 93 tons, Jas. Kerby, for Fox's River, and Pakihi, with original cargo, sheet loaded at Buller. 8 passengers. xyxy=(13,480,185,515)
abstract-heading: ABSTRACT OF SALES BY AUCTION. xyxy=(398,1677,530,1700)
local-news-paragraph-item: We would remind our readers that the Hokitika amateur dramatic performance takes place this evening at the Prince of Wales Opera House. The proceeds are to be devoted to the Hokitika Hospital. The pieces selected are "All that Glitters is not Gold," "Mischief Brewing," and "Brother Bill and Me." We heartily wish the club every success, and trust that their efforts will meet with public support. xyxy=(743,324,916,443)
adverts-heading: ADVERTISEMENTS xyxy=(404,891,524,904)
duty-row xyxy=(196,1956,368,1968)
expected-list-item: Eliza Burch, brig, from Auckland, early. xyxy=(22,737,175,748)
races2-dates: MONDAY, DECEMBER 31st; TUESDAY, JANUARY 1st; AND WEDNESDAY, JANUARY 2nd. xyxy=(381,517,547,552)
shipping-heading: SHIPPING INTELLIGENCE. xyxy=(27,43,170,55)
duty-total-d: 1 xyxy=(345,2031,367,2044)
local-news-paragraph-item: so gracefully presided at them. We need scarcely say that this error crept in quite unintentionally, and we sincerely trust the ladies referred to will accept our apology. We are a similar application to Mr Holloway, who kindly presided at the pianoforte, and by his excellent performance contributed in a very great degree to the pleasure which all who attended it and during the evening's entertainment. xyxy=(743,42,916,161)
duty-table xyxy=(196,1895,368,2044)
entered-list xyxy=(13,306,185,411)
vessels-list-item: Schooners—Star of Tasmania, Ellie, Florence, Excelsior, Glengarry. xyxy=(13,1130,185,1153)
duty-d: 0 xyxy=(362,1920,368,1931)
arrived-heading: ARRIVED. xyxy=(72,96,126,107)
vessels-heading: VESSELS IN PORT. xyxy=(50,1077,147,1088)
sites-list xyxy=(378,248,550,351)
sign3: FRED. D. HAMILTON, xyxy=(457,947,551,958)
owners-day: ON FRIDAY, 28th INSTANT. xyxy=(406,634,522,645)
exports-heading: EXPORTS. xyxy=(72,2260,125,2271)
post-body-item: For Melbourne and the Australian Colonies, per s.s. Alhambra, on Saturday (the 22nd instant), at 5 o'clock p.m. xyxy=(378,1574,551,1609)
column-adverts xyxy=(373,41,556,1816)
abstract-body-item: SPROT & CRAIG, at their Rooms, Wharf-street—12-horse power engine and appurtenances; allotment and cottage. xyxy=(378,1717,551,1752)
page-header xyxy=(8,8,1104,38)
tram-fares: Fares each way............One Shilling. xyxy=(395,1155,533,1166)
duty-l: 64 xyxy=(313,1957,324,1968)
entered-heading: ENTERED IN. xyxy=(64,293,134,304)
auction-day: WEDNESDAY, 26TH INSTANT (Boxing-Day), At 10 Forenoon. xyxy=(382,208,547,231)
duty-l: 73 xyxy=(313,1945,324,1956)
local-news-paragraph-item: The Hokitika and Greymouth Tramway have also taken the precaution to put up a notice to the effect that the Company will not be responsible for any passengers leaving the cars while in motion. The line has been laid with care. xyxy=(743,1587,916,1659)
exam-paragraph-item: Cross-examined by Mr Fennell.—I will now tell you that I did not expect him to take the evidence as he did; I did not think he would do so. I told a man named Cook I was going to Arahura. I was acquainted with the man at the fire. I know Bob to be Robert Wigmore. I had no other motive in going than to see my friend. The prisoner was not in company with me that night. Prisoner—Will you swear that you were not with me on that night? Witness—I will swear I was not. xyxy=(926,1582,1100,1714)
duty-item: Jewellery xyxy=(195,2006,233,2017)
commercial-office: West Coast Times Office, Wednesday Evening. xyxy=(227,1820,368,1843)
local-news-paragraphs xyxy=(744,41,916,1746)
booth-sites-advert xyxy=(378,41,550,463)
sailed-list-item: Emma Jane, schooner, Wilson, for Onehunga. xyxy=(13,240,185,263)
cards-form: IN AN ENTIRELY NOVEL BOOK FORM. ON EACH DAY OF THE RACES. xyxy=(380,866,549,889)
imports-list-item: Lconidas, from Melbourne—6 cases moselle, 35 cases claret, 50 cases sherry, 10 cases port, 65 cases claret, 50 cases brandy, 10 cases hams, 10 hhds beer, 250 bags sugar, 1 case coffee, 1 case chicory, 1 barrel coffee, 30 casks malt, 10 cases bottles, 50 ½-chests tea, 100 cases stout, 10 cases currants, 10 cases sarsaparilla, 2 tanks malt, 10 kegs sugar, 12 half-chests tea, 10 cases beer, 6 cases hams and bacon, 20 cases wine, 40 cases genera, 10 cases wine, 2 tanks malt, 33 cases beer, 30 bags flour, 50 kegs tea, 30 bags bran, 50 cases sarsaparilla, 10 boxes blue, 1 case cards, 1 keg soda, 1 case shovels, 28 cases onions, 77 bags potatoes, 8 cases carrots, 7 pkgs drapery, 3 tanks cotton, 1 case, 13 cases tea, 1 bale oil, 1 case furniture, 3 casks soda, order. xyxy=(13,2039,185,2256)
mariners-signal-item: Blue flag at masthead—Low water, wait for tide. xyxy=(378,1320,551,1343)
duty-d: 0 xyxy=(362,1895,368,1906)
duty-d: 0 xyxy=(362,1945,368,1956)
projected-list xyxy=(13,914,185,1073)
duty-d: 0 xyxy=(362,2006,368,2017)
column-court xyxy=(921,41,1104,2127)
tram-children: Children under ten......Half-price. xyxy=(400,1169,528,1180)
vessels-list-item: Cutter—Elizabeth. xyxy=(22,1156,94,1167)
local-news-paragraph-item: It will be seen by our advertising columns to-day that the Hokitika and Greymouth Tramway Company have opened their line for traffic as far as the Three-Mile, and that conveyances leave the Company's station every hour. The first section of the line is now in good order, and we trust that the shareholders and public will be well repaid by its success. xyxy=(743,1476,916,1584)
post-body-item: Registered letters and money orders at 4 o'clock p.m. xyxy=(378,1612,551,1635)
post-body-item: For Christchurch, Dunedin, and Invercargill, this day, at 5 o'clock, per overland. xyxy=(378,1509,551,1545)
shipping-news-paragraph-item: The fine ketch Excelsior left Dunedin on the 11th inst. with light N.E. winds and fine weather. Stood to the southward, and ran through Foveaux Straits with "sober" wind, but when abreast of the Solanders, on the 14th, she was met by a strong sou'-wester which kept her to the southward of the West Cape until the following day. The breeze then veered to the S.W., and the schooner stood along the coast, arriving off the bar on the 17th. The entrance being impassable to vessels in tow, she remained at anchor the next day, and towed in ashore of the Yarra on the morning of the 19th. The Excelsior brings a full general cargo. xyxy=(195,273,368,454)
editorial-paragraph-item: Our Christchurch advices reached us yesterday at an unusually early hour as the overland coach arrived in town at five minutes before five o'clock in the afternoon. This is the quickest journey yet made on the line, and a proof of what can be accomplished by first-class teams and skilful "whips" under moderately favorable circumstances. Amongst the passengers was Mr Cassius, M.P.C., who has taken the opportunity afforded by the long adjournment of the Council to visit Westland and attend to his private interests. We learn that the opposition papers are published in the same way and order as ours. xyxy=(561,1323,733,1503)
expected-list-item: Nelson, p.s., from Nelson, to-day. xyxy=(22,860,151,871)
